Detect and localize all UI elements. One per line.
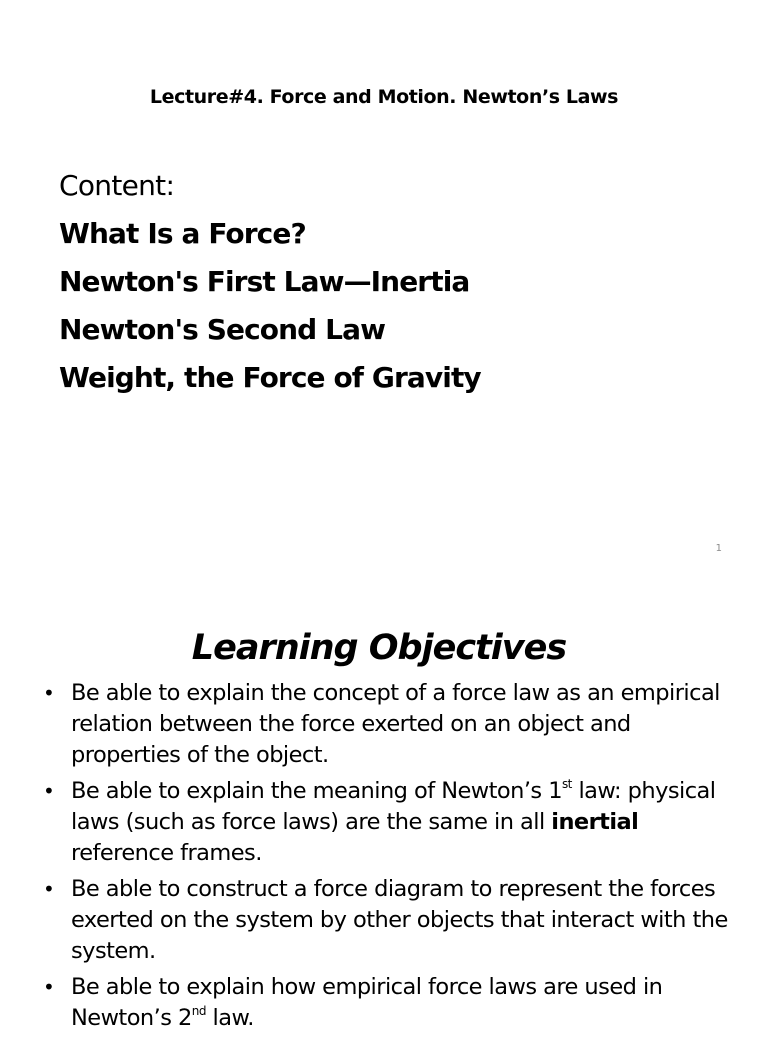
objective-text: Be able to explain the meaning of Newton’s 1 (71, 778, 562, 804)
bullet-dot-icon: • (43, 779, 55, 803)
bullet-dot-icon: • (43, 681, 55, 705)
objective-text: Be able to explain how empirical force laws are used in Newton’s 2 (71, 974, 663, 1031)
content-list (59, 168, 481, 408)
objectives-list (40, 678, 740, 1039)
bullet-dot-icon: • (43, 877, 55, 901)
bullet-dot-icon: • (43, 975, 55, 999)
content-item-weight: Weight, the Force of Gravity (59, 361, 481, 394)
lecture-title: Lecture#4. Force and Motion. Newton’s Laws (149, 86, 619, 108)
ordinal-superscript: nd (191, 1004, 206, 1018)
page-number: 1 (715, 543, 722, 554)
slide-2 (0, 580, 768, 1031)
objective-text: Be able to construct a force diagram to represent the forces exerted on the system by other objects that interact with the system. (71, 876, 728, 964)
objective-item (40, 776, 740, 869)
content-label: Content: (59, 169, 175, 202)
content-item-first-law: Newton's First Law—Inertia (59, 265, 470, 298)
objective-text: reference frames. (71, 840, 262, 866)
objective-text: law: physical laws (such as force laws) are the same in all (71, 778, 716, 835)
content-item-second-law: Newton's Second Law (59, 313, 386, 346)
ordinal-superscript: st (561, 777, 572, 791)
objective-item (40, 874, 740, 967)
content-item-force: What Is a Force? (59, 217, 306, 250)
emphasis-text: inertial (551, 809, 639, 835)
objectives-title: Learning Objectives (191, 628, 567, 668)
objective-item (40, 678, 740, 771)
objective-text: law. (205, 1005, 254, 1031)
objective-item (40, 972, 740, 1034)
objective-text: Be able to explain the concept of a force law as an empirical relation between the force exerted on an object and properties of the object. (71, 680, 720, 768)
